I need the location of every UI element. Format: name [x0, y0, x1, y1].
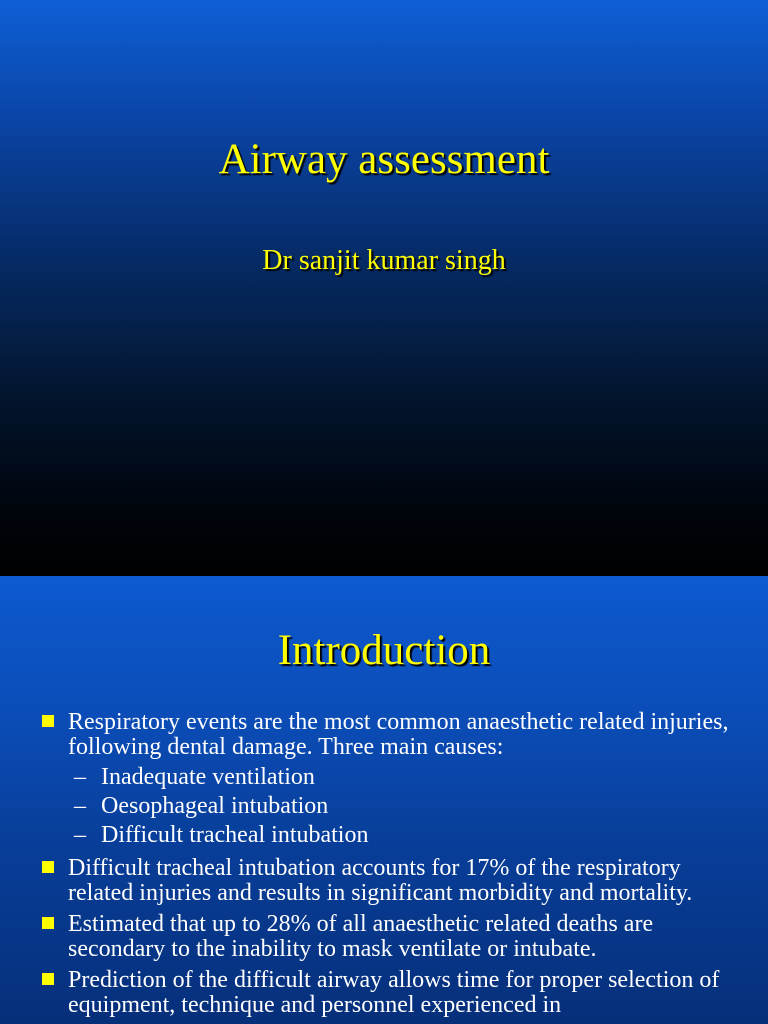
bullet-item: [40, 710, 740, 850]
sub-bullet-item: [68, 763, 740, 792]
sub-bullet-text: Inadequate ventilation: [101, 764, 315, 790]
bullet-text: Respiratory events are the most common anaesthetic related injuries, following dental damage. Three main causes:: [68, 709, 729, 760]
slide-title: Airway assessment: [218, 136, 550, 183]
bullet-square-icon: [42, 973, 54, 985]
dash-icon: –: [74, 822, 86, 848]
bullet-text: Estimated that up to 28% of all anaesthetic related deaths are secondary to the inability to mask ventilate or intubate.: [68, 911, 654, 962]
dash-icon: –: [74, 764, 86, 790]
introduction-slide: [0, 576, 768, 1024]
bullet-list: [40, 710, 740, 1024]
bullet-item: [40, 968, 740, 1018]
sub-bullet-item: [68, 821, 740, 850]
slide-title: Introduction: [277, 627, 491, 674]
sub-bullet-text: Oesophageal intubation: [101, 793, 329, 819]
slide-subtitle-author: Dr sanjit kumar singh: [262, 245, 506, 276]
bullet-item: [40, 856, 740, 906]
bullet-text: Difficult tracheal intubation accounts for 17% of the respiratory related injuries and results in significant morbidity and mortality.: [68, 855, 693, 906]
sub-bullet-item: [68, 792, 740, 821]
sub-bullet-text: Difficult tracheal intubation: [101, 822, 369, 848]
bullet-square-icon: [42, 715, 54, 727]
bullet-square-icon: [42, 917, 54, 929]
bullet-square-icon: [42, 861, 54, 873]
bullet-text: Prediction of the difficult airway allows time for proper selection of equipment, technique and personnel experienced in: [68, 967, 720, 1018]
bullet-item: [40, 912, 740, 962]
dash-icon: –: [74, 793, 86, 819]
sub-bullet-list: [68, 763, 740, 850]
